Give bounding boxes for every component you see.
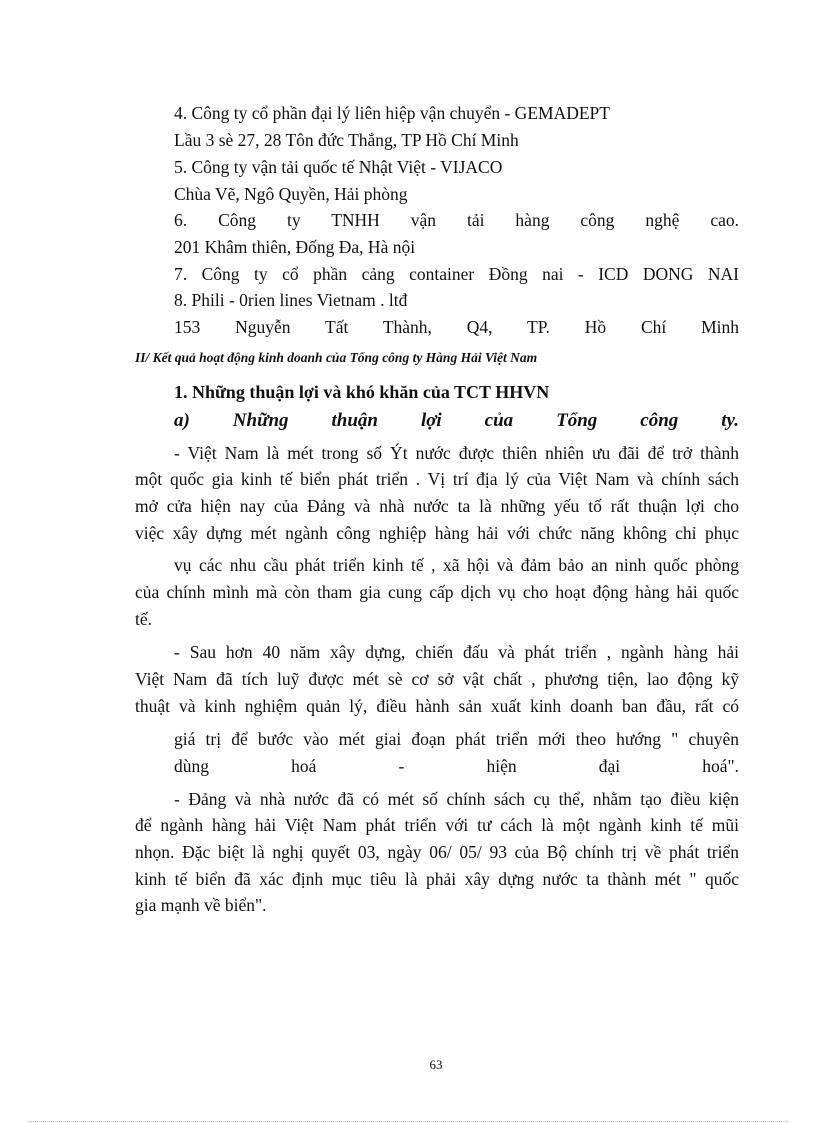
company-item-5: 5. Công ty vận tải quốc tế Nhật Việt - VIJACO <box>174 157 503 177</box>
company-address-8: 153 Nguyễn Tất Thành, Q4, TP. Hồ Chí Minh <box>174 317 739 337</box>
paragraph-line: thuật và kinh nghiệm quản lý, điều hành sản xuất kinh doanh ban đầu, rất có <box>135 696 739 716</box>
company-item-8: 8. Phili - 0rien lines Vietnam . ltđ <box>174 290 408 310</box>
company-address-4: Lầu 3 sè 27, 28 Tôn đức Thắng, TP Hồ Chí Minh <box>174 130 519 150</box>
paragraph-line: mở cửa hiện nay của Đảng và nhà nước ta là những yếu tố rất thuận lợi cho <box>135 496 739 516</box>
page-bottom-divider <box>28 1121 788 1122</box>
company-item-7: 7. Công ty cổ phần cảng container Đồng nai - ICD DONG NAI <box>174 264 739 284</box>
paragraph-line: - Đảng và nhà nước đã có mét số chính sách cụ thể, nhằm tạo điều kiện <box>174 789 739 809</box>
subsection-heading: 1. Những thuận lợi và khó khăn của TCT HHVN <box>174 382 550 402</box>
paragraph-line: để ngành hàng hải Việt Nam phát triển với tư cách là một ngành kinh tế mũi <box>135 815 739 835</box>
paragraph-line: kinh tế biển đã xác định mục tiêu là phải xây dựng nước ta thành mét " quốc <box>135 869 739 889</box>
section-heading: II/ Kết quả hoạt động kinh doanh của Tổng công ty Hàng Hải Việt Nam <box>135 350 538 365</box>
paragraph-line: của chính mình mà còn tham gia cung cấp dịch vụ cho hoạt động hàng hải quốc <box>135 582 739 602</box>
subsection-a-heading: a) Những thuận lợi của Tổng công ty. <box>174 410 739 431</box>
paragraph-line: một quốc gia kinh tế biển phát triển . Vị trí địa lý của Việt Nam và chính sách <box>135 469 739 489</box>
paragraph-line: vụ các nhu cầu phát triển kinh tế , xã hội và đảm bảo an ninh quốc phòng <box>174 555 739 575</box>
paragraph-line: tế. <box>135 609 153 629</box>
paragraph-line: nhọn. Đặc biệt là nghị quyết 03, ngày 06/ 05/ 93 của Bộ chính trị về phát triển <box>135 842 739 862</box>
company-address-6: 201 Khâm thiên, Đống Đa, Hà nội <box>174 237 416 257</box>
paragraph-line: - Việt Nam là mét trong số Ýt nước được thiên nhiên ưu đãi để trở thành <box>174 443 739 463</box>
paragraph-line: dùng hoá - hiện đại hoá". <box>174 756 739 776</box>
company-item-4: 4. Công ty cổ phần đại lý liên hiệp vận chuyển - GEMADEPT <box>174 103 610 123</box>
paragraph-line: - Sau hơn 40 năm xây dựng, chiến đấu và phát triển , ngành hàng hải <box>174 642 739 662</box>
paragraph-line: giá trị để bước vào mét giai đoạn phát triển mới theo hướng " chuyên <box>174 729 739 749</box>
paragraph-line: gia mạnh về biển". <box>135 895 267 915</box>
page-number: 63 <box>429 1057 443 1072</box>
company-item-6: 6. Công ty TNHH vận tải hàng công nghệ cao. <box>174 210 739 230</box>
paragraph-line: Việt Nam đã tích luỹ được mét sè cơ sở vật chất , phương tiện, lao động kỹ <box>135 669 739 689</box>
paragraph-line: việc xây dựng mét ngành công nghiệp hàng hải với chức năng không chỉ phục <box>135 523 739 543</box>
company-address-5: Chùa Vẽ, Ngô Quyền, Hải phòng <box>174 184 408 204</box>
